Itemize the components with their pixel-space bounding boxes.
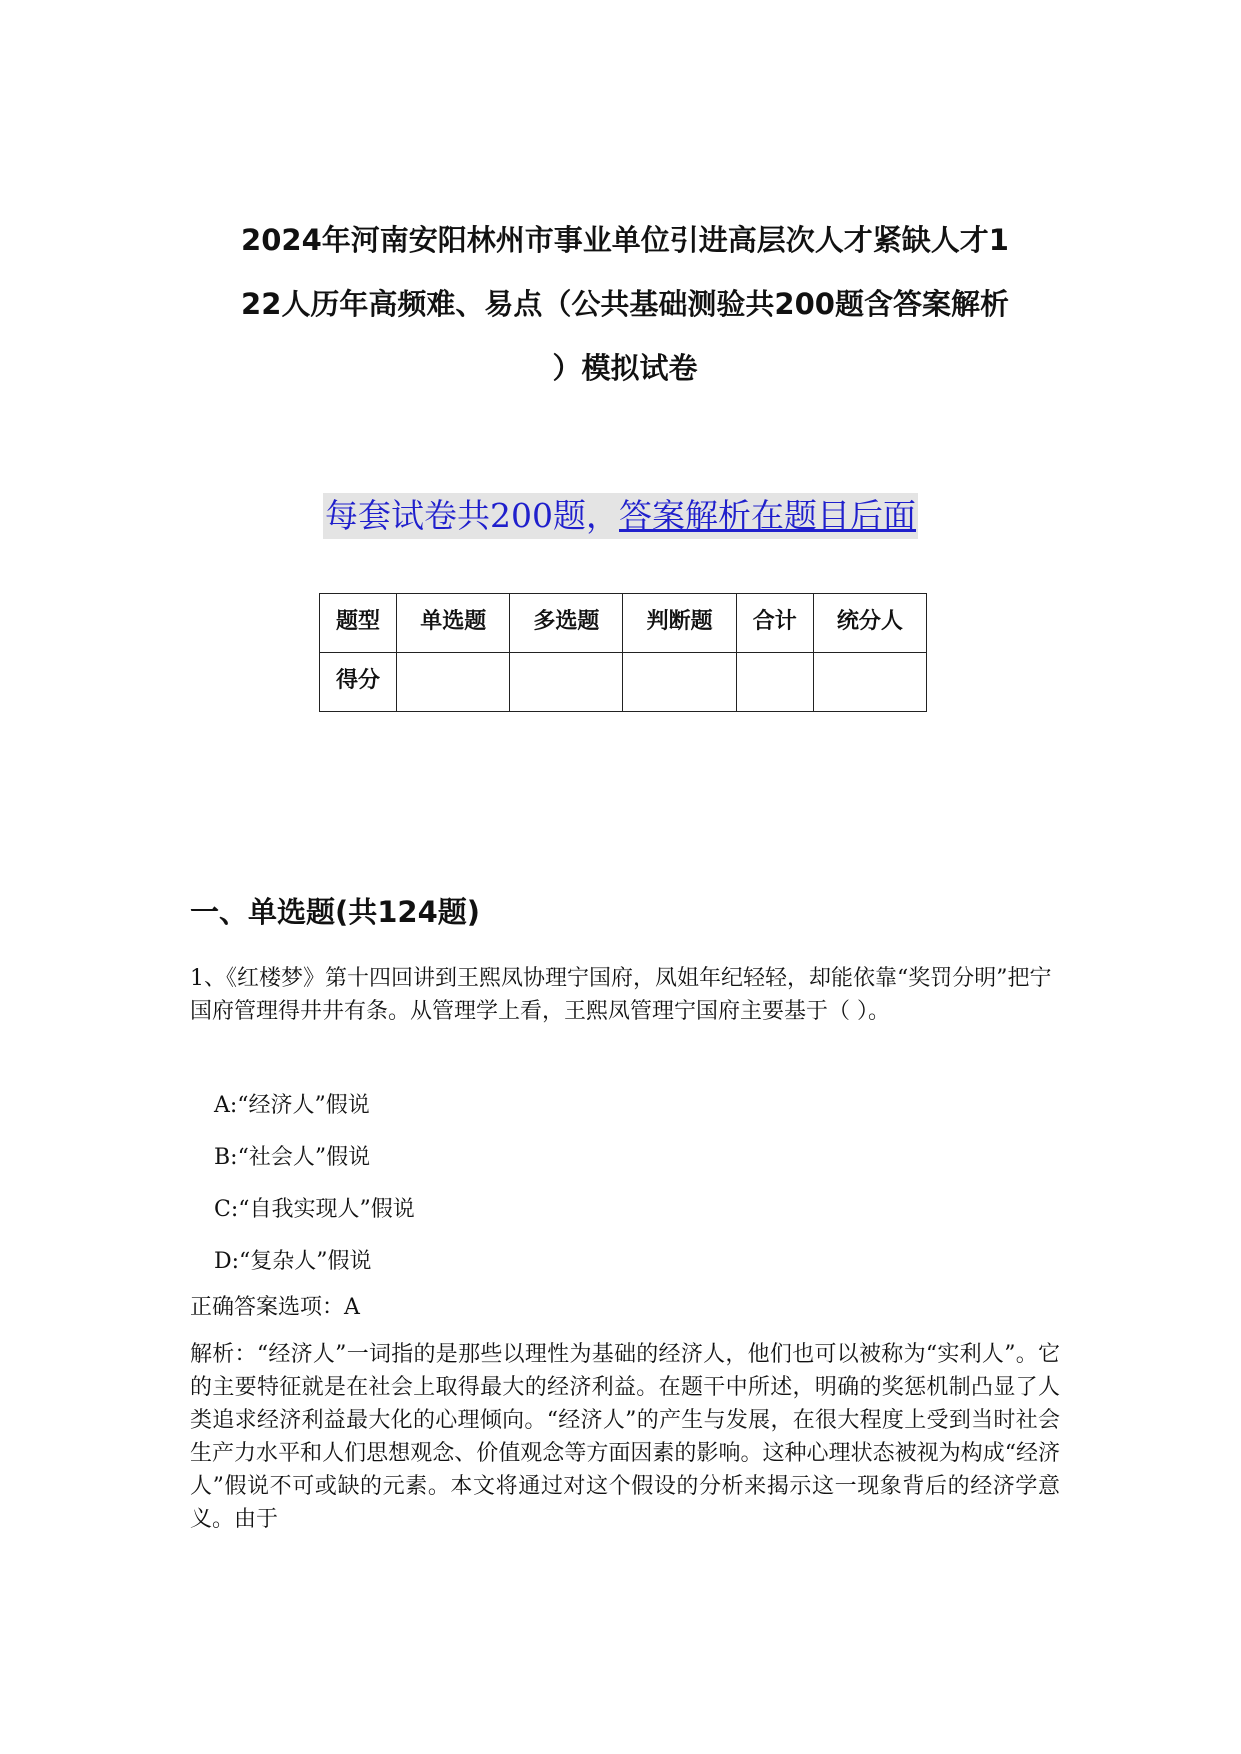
option-a: A:“经济人”假说: [214, 1093, 370, 1118]
score-cell-judge: [623, 653, 736, 712]
option-c: C:“自我实现人”假说: [214, 1197, 415, 1222]
question-options: [214, 1080, 1054, 1288]
notice-text: 每套试卷共200题，: [325, 496, 619, 535]
score-table-header-row: [320, 594, 927, 653]
question-text: 1、《红楼梦》第十四回讲到王熙凤协理宁国府，凤姐年纪轻轻，却能依靠“奖罚分明”把宁国府管理得井井有条。从管理学上看，王熙凤管理宁国府主要基于（ ）。: [190, 966, 1052, 1024]
score-table-score-row: [320, 653, 927, 712]
correct-answer: 正确答案选项：A: [190, 1295, 360, 1320]
score-cell-multi: [510, 653, 623, 712]
title-line-3: ）模拟试卷: [552, 351, 698, 385]
score-cell-label: 得分: [320, 653, 397, 712]
option-d: D:“复杂人”假说: [214, 1249, 372, 1274]
score-table: [319, 593, 927, 712]
notice-link[interactable]: 答案解析在题目后面: [619, 496, 916, 535]
title-line-2: 22人历年高频难、易点（公共基础测验共200题含答案解析: [241, 287, 1009, 321]
notice-highlight: [323, 493, 918, 539]
header-cell-total: 合计: [736, 594, 813, 653]
score-cell-total: [736, 653, 813, 712]
document-title: [190, 208, 1060, 400]
header-cell-single: 单选题: [397, 594, 510, 653]
header-cell-scorer: 统分人: [813, 594, 926, 653]
title-line-1: 2024年河南安阳林州市事业单位引进高层次人才紧缺人才1: [241, 223, 1009, 257]
score-cell-single: [397, 653, 510, 712]
score-cell-scorer: [813, 653, 926, 712]
option-b: B:“社会人”假说: [214, 1145, 371, 1170]
notice-banner: [0, 493, 1241, 539]
header-cell-type: 题型: [320, 594, 397, 653]
section-title: 一、单选题(共124题): [190, 895, 481, 929]
header-cell-judge: 判断题: [623, 594, 736, 653]
answer-analysis: 解析：“经济人”一词指的是那些以理性为基础的经济人，他们也可以被称为“实利人”。它的主要特征就是在社会上取得最大的经济利益。在题干中所述，明确的奖惩机制凸显了人类追求经济利益最大化的心理倾向。“经济人”的产生与发展，在很大程度上受到当时社会生产力水平和人们思想观念、价值观念等方面因素的影响。这种心理状态被视为构成“经济人”假说不可或缺的元素。本文将通过对这个假设的分析来揭示这一现象背后的经济学意义。由于: [190, 1342, 1060, 1532]
header-cell-multi: 多选题: [510, 594, 623, 653]
